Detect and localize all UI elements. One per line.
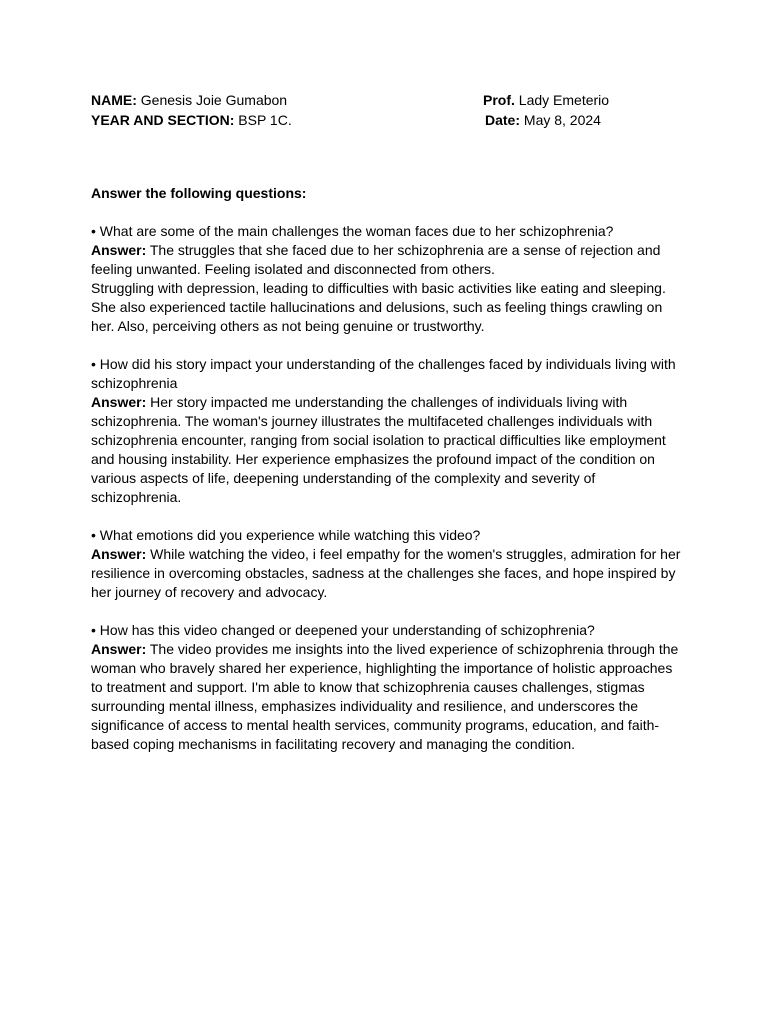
- answer-label: Answer:: [91, 546, 147, 562]
- year-section-label: YEAR AND SECTION:: [91, 112, 235, 128]
- answer-block: [91, 545, 681, 602]
- name-value: Genesis Joie Gumabon: [136, 92, 288, 108]
- answer-text: While watching the video, i feel empathy for the women's struggles, admiration for her resilience in overcoming obstacles, sadness at the challenges she faces, and hope inspired by her journey of recovery and advocacy.: [91, 546, 681, 600]
- date-line: [485, 111, 601, 130]
- student-name-line: [91, 91, 287, 110]
- qa-item-3: [91, 526, 681, 602]
- qa-item-1: [91, 222, 681, 336]
- year-section-line: [91, 111, 292, 130]
- question-text: • What are some of the main challenges the woman faces due to her schizophrenia?: [91, 223, 614, 239]
- instructions-heading: Answer the following questions:: [91, 185, 307, 201]
- name-label: NAME:: [91, 92, 137, 108]
- answer-label: Answer:: [91, 242, 147, 258]
- question-text: • What emotions did you experience while watching this video?: [91, 527, 481, 543]
- question-text: • How did his story impact your understanding of the challenges faced by individuals living with schizophrenia: [91, 356, 676, 391]
- answer-continuation: Struggling with depression, leading to difficulties with basic activities like eating and sleeping. She also experienced tactile hallucinations and delusions, such as feeling things crawling on her. Also, perceiving others as not being genuine or trustworthy.: [91, 280, 666, 334]
- date-label: Date:: [485, 112, 521, 128]
- answer-text: The struggles that she faced due to her schizophrenia are a sense of rejection and feeling unwanted. Feeling isolated and disconnected from others.: [91, 242, 661, 277]
- answer-label: Answer:: [91, 394, 147, 410]
- document-body: [91, 184, 681, 773]
- answer-block: [91, 640, 681, 754]
- answer-block: [91, 241, 681, 336]
- year-section-value: BSP 1C.: [234, 112, 292, 128]
- qa-item-4: [91, 621, 681, 754]
- prof-value: Lady Emeterio: [514, 92, 610, 108]
- answer-block: [91, 393, 681, 507]
- qa-item-2: [91, 355, 681, 507]
- answer-text: Her story impacted me understanding the challenges of individuals living with schizophrenia. The woman's journey illustrates the multifaceted challenges individuals with schizophrenia encounter, ranging from social isolation to practical difficulties like employment and housing instability. Her experience emphasizes the profound impact of the condition on various aspects of life, deepening understanding of the complexity and severity of schizophrenia.: [91, 394, 666, 505]
- prof-label: Prof.: [483, 92, 515, 108]
- answer-label: Answer:: [91, 641, 147, 657]
- professor-line: [483, 91, 609, 110]
- answer-text: The video provides me insights into the lived experience of schizophrenia through the woman who bravely shared her experience, highlighting the importance of holistic approaches to treatment and support. I'm able to know that schizophrenia causes challenges, stigmas surrounding mental illness, emphasizes individuality and resilience, and underscores the significance of access to mental health services, community programs, education, and faith-based coping mechanisms in facilitating recovery and managing the condition.: [91, 641, 679, 752]
- date-value: May 8, 2024: [520, 112, 601, 128]
- question-text: • How has this video changed or deepened your understanding of schizophrenia?: [91, 622, 595, 638]
